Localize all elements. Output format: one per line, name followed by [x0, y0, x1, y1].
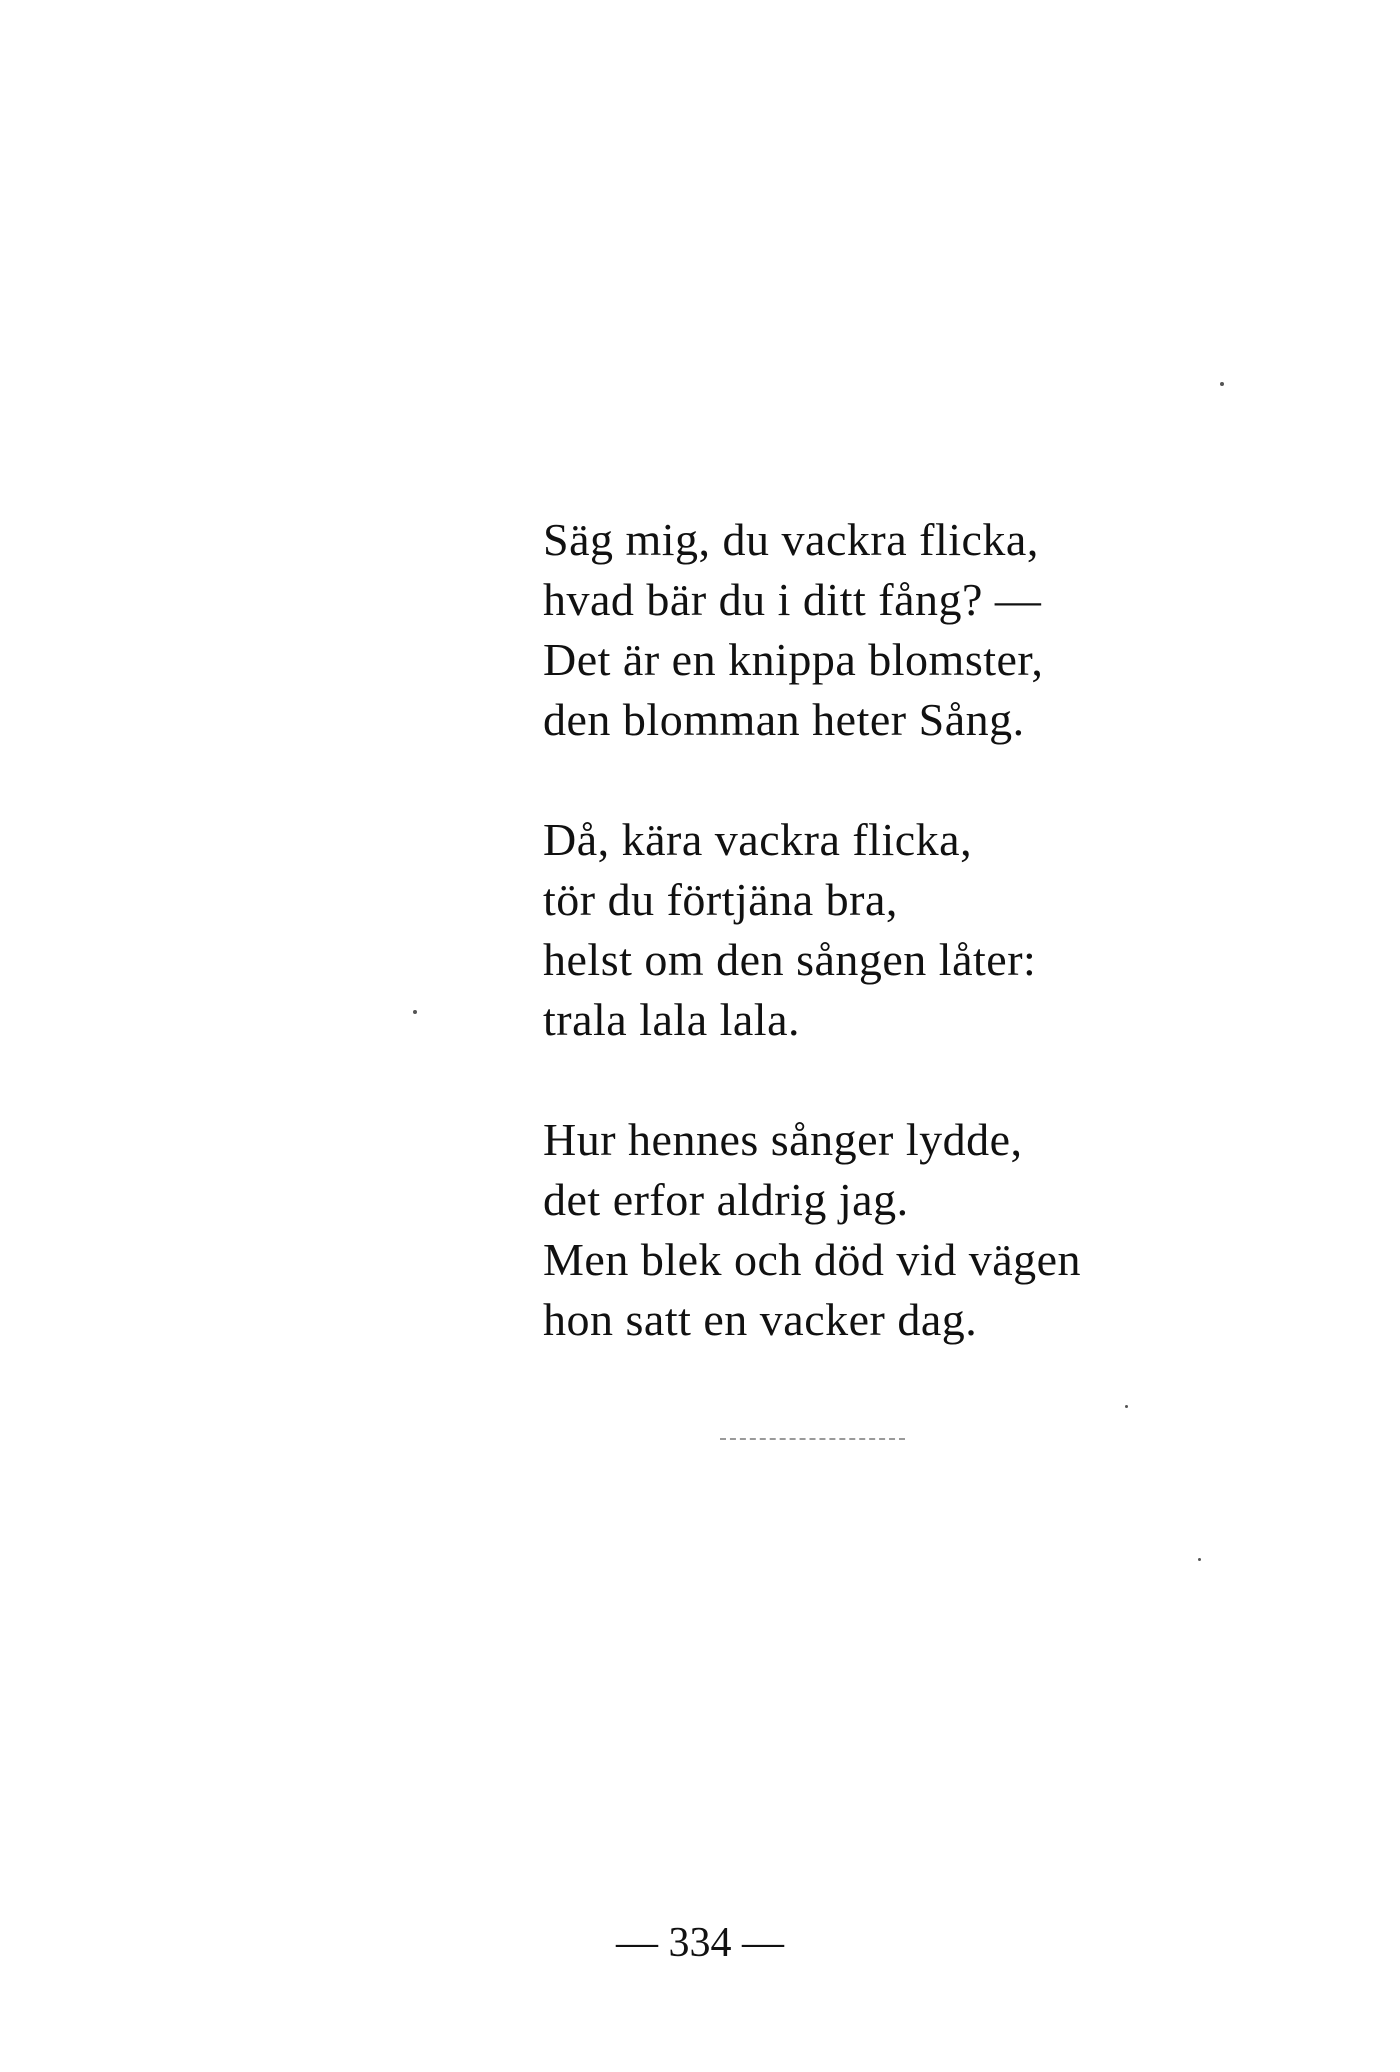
scan-speck	[413, 1010, 417, 1014]
scan-speck	[1198, 1558, 1201, 1561]
poem-line: Men blek och död vid vägen	[543, 1234, 1082, 1285]
poem-line: Då, kära vackra flicka,	[543, 814, 973, 865]
poem-line: Det är en knippa blomster,	[543, 634, 1044, 685]
stanza-3	[543, 1110, 1183, 1350]
stanza-1	[543, 510, 1183, 750]
poem-line: hvad bär du i ditt fång? —	[543, 574, 1042, 625]
poem-line: hon satt en vacker dag.	[543, 1294, 978, 1345]
scan-speck	[1125, 1405, 1128, 1408]
stanza-2	[543, 810, 1183, 1050]
poem-line: trala lala lala.	[543, 994, 801, 1045]
poem-line: det erfor aldrig jag.	[543, 1174, 909, 1225]
scan-speck	[1220, 382, 1224, 386]
section-divider	[720, 1438, 905, 1440]
page-number: — 334 —	[616, 1920, 784, 1966]
poem-line: Hur hennes sånger lydde,	[543, 1114, 1023, 1165]
poem-line: tör du förtjäna bra,	[543, 874, 898, 925]
poem	[543, 510, 1183, 1410]
poem-line: Säg mig, du vackra flicka,	[543, 514, 1039, 565]
poem-line: den blomman heter Sång.	[543, 694, 1025, 745]
poem-line: helst om den sången låter:	[543, 934, 1037, 985]
